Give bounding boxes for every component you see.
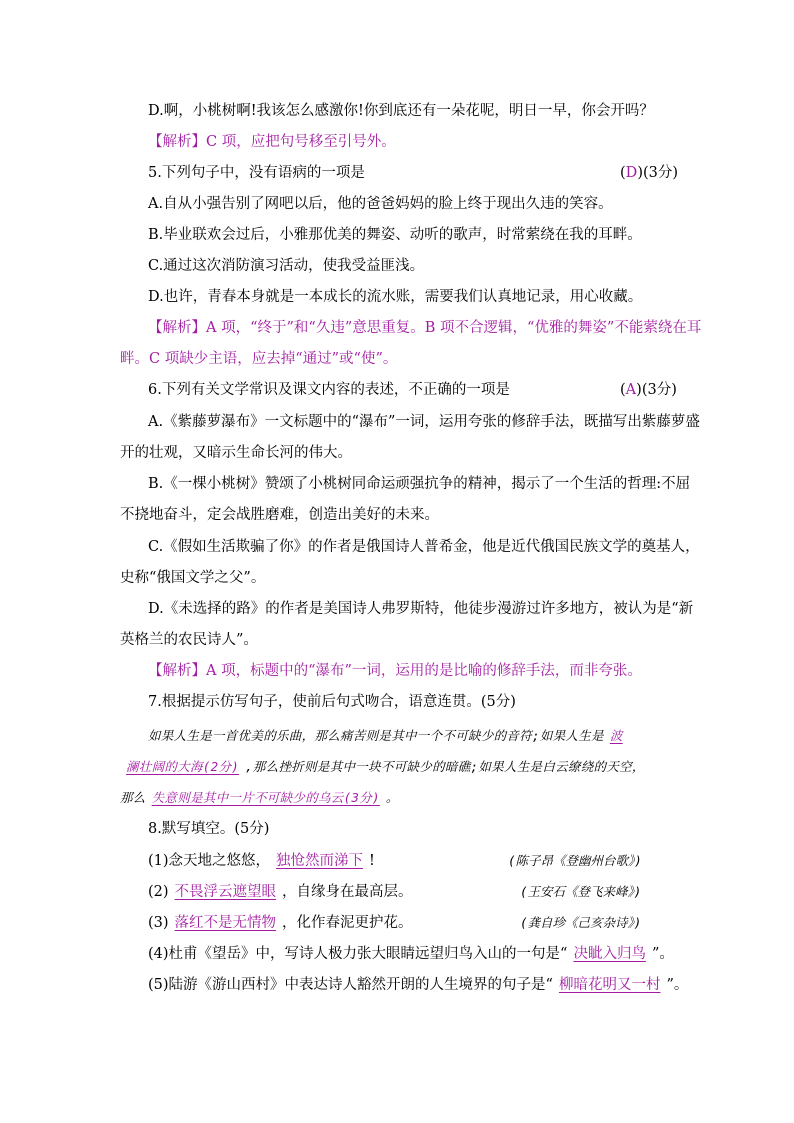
q7-line3-blank: 失意则是其中一片不可缺少的乌云(3分) <box>151 790 380 805</box>
q6-answer-score <box>620 380 677 400</box>
q8-item2 <box>148 882 413 902</box>
q8-item5 <box>148 975 688 995</box>
q6-answer-close: )(3分) <box>636 382 677 398</box>
q8-item2-post: ，自缘身在最高层。 <box>282 884 413 900</box>
q6-option-a-line2: 开的壮观，又暗示生命长河的伟大。 <box>120 445 352 461</box>
q8-item5-blank: 柳暗花明又一村 <box>558 977 661 993</box>
q8-item4 <box>148 944 674 964</box>
q8-item2-source: (王安石《登飞来峰》) <box>520 884 642 899</box>
q6-option-d-line1: D.《未选择的路》的作者是美国诗人弗罗斯特，他徒步漫游过许多地方，被认为是“新 <box>148 601 694 617</box>
q5-analysis-line1: 【解析】A 项，“终于”和“久违”意思重复。B 项不合逻辑，“优雅的舞姿”不能萦绕在耳 <box>148 320 702 336</box>
q7-line2-blank: 澜壮阔的大海(2分) <box>126 759 240 774</box>
q6-answer-open: ( <box>620 382 626 398</box>
q7-line1 <box>148 726 629 746</box>
q7-line1-blank: 波 <box>609 728 623 743</box>
q8-item1 <box>148 851 375 871</box>
q8-stem: 8.默写填空。(5分) <box>148 821 270 837</box>
q8-item3-blank: 落红不是无情物 <box>174 915 277 931</box>
q5-option-d: D.也许，青春本身就是一本成长的流水账，需要我们认真地记录，用心收藏。 <box>148 289 643 305</box>
q7-line1-text: 如果人生是一首优美的乐曲，那么痛苦则是其中一个不可缺少的音符;如果人生是 <box>148 728 604 743</box>
q8-item3-source: (龚自珍《己亥杂诗》) <box>520 915 642 930</box>
q8-item1-pre: (1)念天地之悠悠， <box>148 853 271 869</box>
q7-line3 <box>120 788 399 808</box>
q6-option-b-line1: B.《一棵小桃树》赞颂了小桃树同命运顽强抗争的精神，揭示了一个生活的哲理:不屈 <box>148 476 691 492</box>
q6-option-c-line2: 史称“俄国文学之父”。 <box>120 570 266 586</box>
q7-stem: 7.根据提示仿写句子，使前后句式吻合，语意连贯。(5分) <box>148 694 516 710</box>
q8-item3-pre: (3) <box>148 915 169 931</box>
q8-item1-source: (陈子昂《登幽州台歌》) <box>508 853 642 868</box>
q8-item1-blank: 独怆然而涕下 <box>276 853 364 869</box>
q6-option-a-line1: A.《紫藤萝瀑布》一文标题中的“瀑布”一词，运用夸张的修辞手法，既描写出紫藤萝盛 <box>148 414 700 430</box>
q8-item2-blank: 不畏浮云遮望眼 <box>174 884 277 900</box>
q6-option-c-line1: C.《假如生活欺骗了你》的作者是俄国诗人普希金，他是近代俄国民族文学的奠基人， <box>148 539 700 555</box>
q5-analysis-line2: 畔。C 项缺少主语，应去掉“通过”或“使”。 <box>120 351 398 367</box>
q4-option-d: D.啊，小桃树啊!我该怎么感激你!你到底还有一朵花呢，明日一早，你会开吗？ <box>148 103 654 119</box>
q7-line2 <box>120 757 645 777</box>
q5-answer: D <box>625 165 638 181</box>
q8-item5-pre: (5)陆游《游山西村》中表达诗人豁然开朗的人生境界的句子是“ <box>148 977 553 993</box>
q5-option-a: A.自从小强告别了网吧以后，他的爸爸妈妈的脸上终于现出久违的笑容。 <box>148 196 613 212</box>
q6-stem: 6.下列有关文学常识及课文内容的表述，不正确的一项是 <box>148 382 510 398</box>
q6-option-b-line2: 不挠地奋斗，定会战胜磨难，创造出美好的未来。 <box>120 507 439 523</box>
q8-item2-pre: (2) <box>148 884 169 900</box>
q5-stem: 5.下列句子中，没有语病的一项是 <box>148 165 365 181</box>
q8-item4-blank: 决眦入归鸟 <box>573 946 646 962</box>
q5-answer-open: ( <box>620 165 626 181</box>
q7-line2-text: ,那么挫折则是其中一块不可缺少的暗礁;如果人生是白云缭绕的天空， <box>245 759 645 774</box>
q8-item3 <box>148 913 413 933</box>
q6-option-d-line2: 英格兰的农民诗人”。 <box>120 632 258 648</box>
q4-analysis: 【解析】C 项，应把句号移至引号外。 <box>148 134 396 150</box>
q5-answer-score <box>620 163 678 183</box>
q7-line3-text: 那么 <box>120 790 146 805</box>
q5-option-c: C.通过这次消防演习活动，使我受益匪浅。 <box>148 258 425 274</box>
q6-analysis: 【解析】A 项，标题中的“瀑布”一词，运用的是比喻的修辞手法，而非夸张。 <box>148 663 642 679</box>
q8-item5-post: ”。 <box>666 977 689 993</box>
q7-line3-end: 。 <box>385 790 399 805</box>
q8-item4-pre: (4)杜甫《望岳》中，写诗人极力张大眼睛远望归鸟入山的一句是“ <box>148 946 568 962</box>
q8-item3-post: ，化作春泥更护花。 <box>282 915 413 931</box>
q8-item4-post: ”。 <box>651 946 674 962</box>
q5-option-b: B.毕业联欢会过后，小雅那优美的舞姿、动听的歌声，时常萦绕在我的耳畔。 <box>148 227 642 243</box>
q8-item1-post: ! <box>369 853 375 869</box>
q6-answer: A <box>625 382 637 398</box>
q5-answer-close: )(3分) <box>637 165 679 181</box>
